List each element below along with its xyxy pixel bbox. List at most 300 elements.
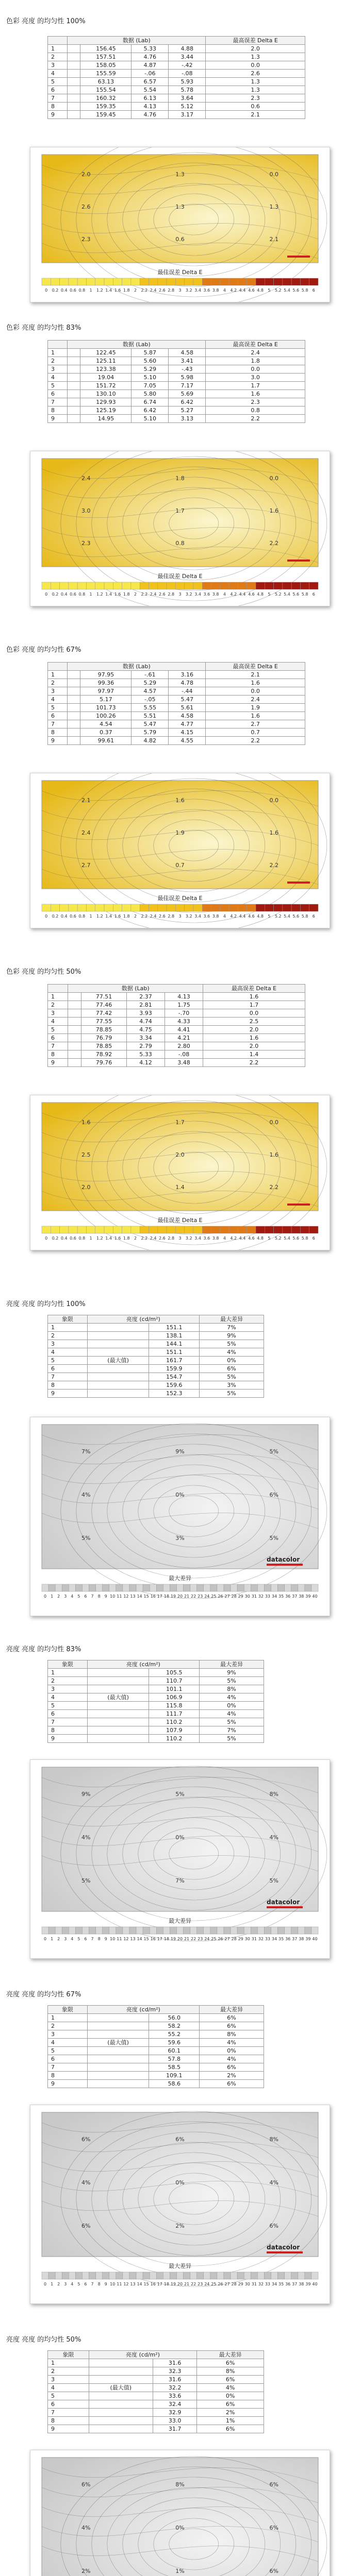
scale-tick-label: 4.8 <box>257 288 264 293</box>
scale-cell <box>149 904 157 911</box>
table-cell: 4.82 <box>132 737 169 745</box>
scale-cell <box>309 582 318 589</box>
table-cell: 3 <box>48 1340 88 1348</box>
scale-cell <box>158 278 167 285</box>
scale-tick-label: 4.2 <box>230 1236 237 1241</box>
scale-tick-label: 0 <box>43 1594 47 1599</box>
table-cell: 8 <box>48 1726 88 1735</box>
table-cell <box>68 1059 81 1067</box>
scale-tick-label: 1.4 <box>105 592 112 597</box>
table-cell: 5 <box>48 2392 89 2400</box>
table-row <box>48 993 305 1001</box>
scale-cell <box>113 904 122 911</box>
table-cell: (最大值) <box>87 1357 149 1365</box>
table-cell: 158.05 <box>80 61 132 70</box>
scale-cell <box>129 1584 136 1591</box>
region-value: 2.0 <box>81 171 91 178</box>
table-cell: 8 <box>48 406 68 415</box>
scale-cell <box>229 278 238 285</box>
scale-tick-label: 2.2 <box>141 1236 148 1241</box>
scale-tick-label: 5.2 <box>274 1236 282 1241</box>
scale-tick-label: 1 <box>89 1236 92 1241</box>
luminance-uniformity-section-50 <box>0 2324 361 2576</box>
scale-cell <box>229 1226 238 1233</box>
scale-tick-label: 28 <box>231 1937 237 1941</box>
scale-cell <box>170 2272 176 2279</box>
table-cell <box>87 1332 149 1340</box>
table-cell: 155.59 <box>80 70 132 78</box>
scale-tick-label: 26 <box>218 1937 223 1941</box>
scale-tick-label: 1.2 <box>96 592 103 597</box>
table-row <box>48 61 305 70</box>
table-header-row: 数据 (Lab) 最高误差 Delta E <box>48 341 305 349</box>
table-row <box>48 1718 264 1726</box>
scale-cell <box>170 1584 176 1591</box>
scale-tick-label: 24 <box>204 1594 210 1599</box>
scale-cell <box>271 2272 277 2279</box>
region-value: 1% <box>175 2568 185 2574</box>
scale-tick-label: 37 <box>292 2282 298 2286</box>
scale-tick-label: 4.4 <box>239 914 246 919</box>
table-cell: 0% <box>200 1357 264 1365</box>
scale-cell <box>175 582 184 589</box>
table-cell: 2 <box>48 2367 89 2376</box>
scale-cell <box>150 2272 156 2279</box>
scale-tick-label: 3.6 <box>203 1236 210 1241</box>
scale-cell <box>143 2272 150 2279</box>
table-cell: (最大值) <box>89 2384 153 2392</box>
region-value: 3% <box>175 1535 185 1541</box>
scale-cell <box>285 2272 291 2279</box>
table-row <box>48 2072 264 2080</box>
table-cell: 110.2 <box>149 1718 200 1726</box>
table-cell: 97.95 <box>80 671 132 679</box>
scale-cell <box>143 1927 150 1934</box>
section-title: 亮度 亮度 的均匀性 83% <box>6 1646 81 1653</box>
scale-tick-label: 5 <box>77 1937 80 1941</box>
table-cell: 4 <box>48 1693 88 1702</box>
scale-cell <box>256 1226 265 1233</box>
scale-tick-label: 0.4 <box>60 1236 68 1241</box>
scale-tick-label: 39 <box>305 2282 311 2286</box>
table-row <box>48 2392 264 2400</box>
scale-tick-label: 0.4 <box>60 914 68 919</box>
scale-tick-label: 27 <box>224 1594 230 1599</box>
scale-cell <box>176 2272 183 2279</box>
region-value: 5% <box>269 1535 278 1541</box>
table-row <box>48 78 305 86</box>
logo-bar <box>287 1204 310 1206</box>
table-cell: 7% <box>200 1324 264 1332</box>
table-cell: 2.79 <box>126 1042 165 1050</box>
table-row <box>48 1050 305 1059</box>
table-cell: 8 <box>48 2417 89 2425</box>
scale-tick-label: 25 <box>211 2282 217 2286</box>
scale-tick-label: 3 <box>64 2282 67 2286</box>
table-cell <box>89 2409 153 2417</box>
scale-tick-label: 0.2 <box>52 1236 59 1241</box>
heatmap-area <box>42 2458 318 2576</box>
table-cell: 130.10 <box>80 390 132 398</box>
region-value: 6% <box>269 1492 278 1498</box>
logo-bar <box>287 256 310 258</box>
table-cell: 4 <box>48 1348 88 1357</box>
scale-cell <box>217 1927 224 1934</box>
scale-tick-label: 2.6 <box>159 592 166 597</box>
scale-cell <box>257 2272 264 2279</box>
table-cell: 4 <box>48 696 68 704</box>
table-cell: 4.13 <box>132 103 169 111</box>
table-header-row: 数据 (Lab) 最高误差 Delta E <box>48 985 305 993</box>
table-cell: 0.0 <box>203 1009 305 1018</box>
scale-cell <box>283 278 291 285</box>
table-cell <box>68 390 80 398</box>
table-cell: 2% <box>197 2409 264 2417</box>
scale-tick-label: 3.4 <box>194 1236 201 1241</box>
scale-cell <box>51 278 59 285</box>
scale-cell <box>197 2272 204 2279</box>
region-value: 0.7 <box>175 862 185 869</box>
section-title: 亮度 亮度 的均匀性 50% <box>6 2336 81 2344</box>
table-cell: 3 <box>48 61 68 70</box>
scale-cell <box>163 1584 170 1591</box>
table-row <box>48 2384 264 2392</box>
scale-cell <box>251 1927 257 1934</box>
table-cell: 78.85 <box>81 1042 127 1050</box>
table-cell <box>68 61 80 70</box>
section-title: 色彩 亮度 的均匀性 100% <box>6 18 86 25</box>
scale-cell <box>197 1927 204 1934</box>
region-value: 2.5 <box>81 1151 91 1158</box>
table-cell <box>68 993 81 1001</box>
scale-tick-label: 2 <box>134 288 137 293</box>
region-value: 1.8 <box>175 475 185 482</box>
scale-tick-label: 0 <box>43 1937 47 1941</box>
scale-cell <box>48 1584 55 1591</box>
table-row <box>48 1009 305 1018</box>
contour-svg <box>30 2105 330 2303</box>
table-cell: 1.9 <box>206 704 305 712</box>
table-cell: 6.42 <box>169 398 206 406</box>
scale-cell <box>185 1226 193 1233</box>
table-cell: 6% <box>200 2022 264 2030</box>
scale-tick-label: 12 <box>123 1937 129 1941</box>
table-cell <box>68 1001 81 1009</box>
scale-tick-label: 27 <box>224 1937 230 1941</box>
table-cell <box>87 2072 149 2080</box>
table-cell: 5.79 <box>132 728 169 737</box>
scale-tick-label: 2 <box>57 1937 60 1941</box>
logo-bar <box>287 560 310 562</box>
table-cell: 1 <box>48 671 68 679</box>
scale-tick-label: 18 <box>163 1594 169 1599</box>
scale-cell <box>156 1927 163 1934</box>
table-cell: 58.5 <box>149 2063 200 2072</box>
scale-cell <box>176 1584 183 1591</box>
table-cell: 3.44 <box>169 53 206 61</box>
table-cell: 5 <box>48 1026 68 1034</box>
table-cell: 125.11 <box>80 357 132 365</box>
scale-tick-label: 20 <box>177 1594 183 1599</box>
table-cell: 7 <box>48 2409 89 2417</box>
table-cell: 3% <box>200 1381 264 1389</box>
scale-tick-label: 27 <box>224 2282 230 2286</box>
scale-cell <box>291 2272 298 2279</box>
table-row <box>48 1034 305 1042</box>
scale-tick-label: 1.2 <box>96 914 103 919</box>
scale-cell <box>86 278 95 285</box>
scale-tick-label: 23 <box>198 2282 203 2286</box>
table-cell <box>68 679 80 687</box>
scale-cell <box>75 1584 82 1591</box>
table-row <box>48 374 305 382</box>
table-cell <box>87 1365 149 1373</box>
scale-cell <box>131 904 140 911</box>
table-row <box>48 2039 264 2047</box>
table-cell: 5.12 <box>169 103 206 111</box>
table-cell <box>68 1018 81 1026</box>
scale-cell <box>264 1584 271 1591</box>
datacolor-logo-bar <box>267 1906 303 1908</box>
scale-cell <box>136 1927 143 1934</box>
table-cell <box>89 2425 153 2433</box>
table-cell: 100.26 <box>80 712 132 720</box>
scale-tick-label: 0 <box>45 288 48 293</box>
region-value: 2% <box>175 2223 185 2229</box>
scale-tick-label: 5.8 <box>301 592 308 597</box>
table-cell <box>68 78 80 86</box>
scale-cell <box>175 904 184 911</box>
table-row <box>48 2409 264 2417</box>
table-cell: 159.35 <box>80 103 132 111</box>
table-cell: 2.0 <box>206 45 305 53</box>
table-cell: 9% <box>200 1332 264 1340</box>
table-row <box>48 2376 264 2384</box>
region-value: 7% <box>175 1877 185 1884</box>
table-cell: 159.6 <box>149 1381 200 1389</box>
region-value: 5% <box>269 1877 278 1884</box>
scale-cell <box>247 582 256 589</box>
scale-tick-label: 3.6 <box>203 592 210 597</box>
table-row <box>48 1381 264 1389</box>
scale-tick-label: 0.2 <box>52 592 59 597</box>
table-cell: 122.45 <box>80 349 132 357</box>
table-row <box>48 349 305 357</box>
scale-cell <box>229 582 238 589</box>
table-cell: 1.3 <box>206 78 305 86</box>
table-cell: 9% <box>200 1669 264 1677</box>
scale-cell <box>300 1226 309 1233</box>
table-cell: 1.75 <box>165 1001 203 1009</box>
scale-tick-label: 1.8 <box>123 914 130 919</box>
scale-tick-label: 1.6 <box>114 288 121 293</box>
scale-cell <box>190 1584 197 1591</box>
scale-cell <box>149 582 157 589</box>
table-row <box>48 2047 264 2055</box>
table-cell: 6% <box>200 2080 264 2088</box>
scale-cell <box>251 1584 257 1591</box>
scale-tick-label: 3.6 <box>203 914 210 919</box>
table-cell: 5% <box>200 1340 264 1348</box>
scale-cell <box>55 1584 62 1591</box>
scale-tick-label: 14 <box>137 2282 142 2286</box>
table-cell: 1% <box>197 2417 264 2425</box>
scale-tick-label: 11 <box>117 2282 122 2286</box>
scale-cell <box>217 2272 224 2279</box>
scale-cell <box>140 278 149 285</box>
scale-tick-label: 0.2 <box>52 288 59 293</box>
region-value: 7% <box>81 1448 91 1455</box>
table-cell: 138.1 <box>149 1332 200 1340</box>
scale-tick-label: 7 <box>91 1937 94 1941</box>
scale-tick-label: 3.8 <box>212 914 219 919</box>
region-value: 8% <box>269 2136 278 2143</box>
scale-tick-label: 14 <box>137 1937 142 1941</box>
table-cell: 8 <box>48 1050 68 1059</box>
scale-cell <box>156 1584 163 1591</box>
scale-cell <box>202 904 211 911</box>
delta-e-contour-map <box>30 773 330 928</box>
scale-tick-label: 2.2 <box>141 288 148 293</box>
table-row <box>48 103 305 111</box>
table-cell: 5 <box>48 1702 88 1710</box>
scale-cell <box>231 2272 237 2279</box>
scale-tick-label: 39 <box>305 1594 311 1599</box>
scale-tick-label: 11 <box>117 1594 122 1599</box>
scale-tick-label: 1.4 <box>105 288 112 293</box>
scale-cell <box>184 2272 190 2279</box>
table-cell: 6.74 <box>132 398 169 406</box>
scale-cell <box>129 1927 136 1934</box>
scale-cell <box>176 1927 183 1934</box>
scale-cell <box>265 904 273 911</box>
table-cell: 1.3 <box>206 86 305 94</box>
table-cell: 6% <box>200 2063 264 2072</box>
scale-cell <box>224 1584 231 1591</box>
scale-cell <box>69 278 77 285</box>
table-cell <box>87 1381 149 1389</box>
legend-title: 最大差异 <box>169 2263 191 2269</box>
scale-cell <box>42 904 51 911</box>
table-row <box>48 1018 305 1026</box>
table-cell: 6.13 <box>132 94 169 103</box>
scale-cell <box>104 904 113 911</box>
table-cell: 1 <box>48 2014 88 2022</box>
scale-tick-label: 0.6 <box>70 592 76 597</box>
table-row <box>48 1693 264 1702</box>
scale-cell <box>229 904 238 911</box>
scale-tick-label: 16 <box>150 1594 156 1599</box>
scale-tick-label: 0.8 <box>78 914 86 919</box>
scale-tick-label: 22 <box>191 1594 196 1599</box>
scale-cell <box>140 1226 149 1233</box>
scale-tick-label: 3.2 <box>185 288 192 293</box>
table-cell: 9 <box>48 2080 88 2088</box>
scale-tick-label: 13 <box>130 1937 136 1941</box>
scale-cell <box>185 904 193 911</box>
scale-cell <box>116 1927 123 1934</box>
table-cell: 2.2 <box>206 737 305 745</box>
scale-tick-label: 20 <box>177 1937 183 1941</box>
table-row <box>48 1726 264 1735</box>
scale-tick-label: 3.8 <box>212 592 219 597</box>
table-cell: 5.93 <box>169 78 206 86</box>
table-cell: 7 <box>48 2063 88 2072</box>
scale-tick-label: 1 <box>89 914 92 919</box>
table-cell <box>68 712 80 720</box>
region-value: 9% <box>175 1448 185 1455</box>
table-cell: 5.80 <box>132 390 169 398</box>
scale-tick-label: 36 <box>285 1937 291 1941</box>
scale-cell <box>237 2272 244 2279</box>
scale-tick-label: 21 <box>184 1937 190 1941</box>
scale-cell <box>156 2272 163 2279</box>
table-cell: 109.1 <box>149 2072 200 2080</box>
table-body <box>48 2014 264 2088</box>
table-cell <box>89 2392 153 2400</box>
table-cell <box>87 2022 149 2030</box>
scale-tick-label: 0.6 <box>70 1236 76 1241</box>
table-cell: 1 <box>48 993 68 1001</box>
table-cell: 19.04 <box>80 374 132 382</box>
scale-cell <box>204 1584 210 1591</box>
table-cell: 7 <box>48 1373 88 1381</box>
table-row <box>48 1735 264 1743</box>
scale-tick-label: 3 <box>178 914 182 919</box>
table-cell: 5.47 <box>169 696 206 704</box>
table-cell <box>87 2047 149 2055</box>
scale-tick-label: 30 <box>244 2282 250 2286</box>
scale-cell <box>103 1584 109 1591</box>
scale-tick-label: 11 <box>117 1937 122 1941</box>
table-cell: 7.17 <box>169 382 206 390</box>
table-cell <box>68 94 80 103</box>
scale-cell <box>158 582 167 589</box>
table-cell <box>87 1324 149 1332</box>
table-cell: 77.51 <box>81 993 127 1001</box>
table-cell: 6 <box>48 712 68 720</box>
scale-cell <box>86 582 95 589</box>
table-cell <box>68 1009 81 1018</box>
scale-tick-label: 28 <box>231 2282 237 2286</box>
scale-tick-label: 5.6 <box>292 914 300 919</box>
scale-tick-label: 5 <box>268 914 271 919</box>
scale-cell <box>220 1226 229 1233</box>
table-cell: 3.13 <box>169 415 206 423</box>
scale-cell <box>256 278 265 285</box>
scale-cell <box>238 1226 247 1233</box>
table-cell <box>68 382 80 390</box>
scale-tick-label: 21 <box>184 2282 190 2286</box>
table-cell: 33.6 <box>153 2392 196 2400</box>
table-header-row: 象限 亮度 (cd/m²) 最大差异 <box>48 2351 264 2359</box>
region-value: 1.6 <box>269 507 278 514</box>
table-row <box>48 1059 305 1067</box>
table-cell: 32.3 <box>153 2367 196 2376</box>
table-cell <box>68 1050 81 1059</box>
table-cell: 152.3 <box>149 1389 200 1398</box>
table-cell: 79.76 <box>81 1059 127 1067</box>
scale-cell <box>309 278 318 285</box>
table-header-row: 象限 亮度 (cd/m²) 最大差异 <box>48 1315 264 1324</box>
table-cell: -.05 <box>132 696 169 704</box>
table-row <box>48 2359 264 2367</box>
table-cell: 4% <box>200 2039 264 2047</box>
scale-tick-label: 6 <box>312 592 315 597</box>
legend-title: 最佳误差 Delta E <box>157 573 203 580</box>
table-body <box>48 349 305 423</box>
luminance-contour-map <box>30 1759 330 1959</box>
